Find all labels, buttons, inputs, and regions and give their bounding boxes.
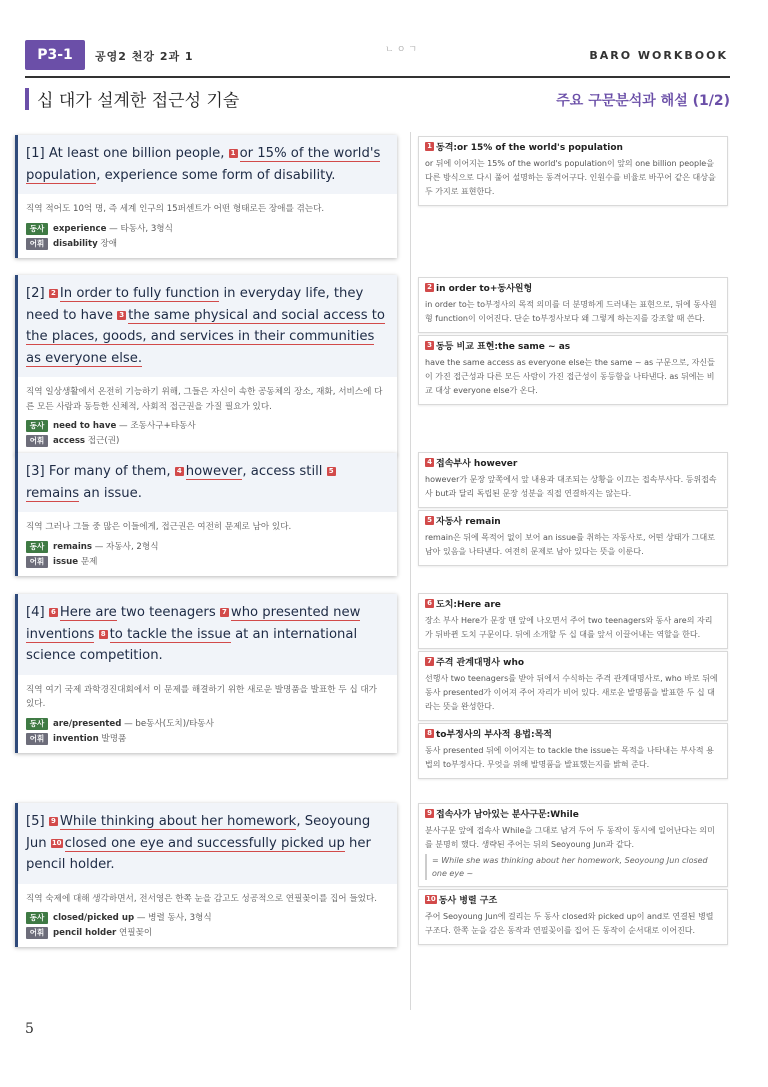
vocab-word: disability — [53, 238, 98, 249]
note-marker: 6 — [49, 608, 58, 617]
underlined-phrase: While thinking about her homework — [59, 814, 297, 829]
note-heading — [425, 341, 720, 353]
vocab-desc: — 자동사, 2형식 — [92, 541, 159, 552]
vocab-desc: 연필꽂이 — [116, 928, 153, 938]
vocab-desc: — 병렬 동사, 3형식 — [134, 913, 212, 923]
note-8 — [418, 723, 728, 779]
korean-translation: 직역 일상생활에서 온전히 기능하기 위해, 그들은 자신이 속한 공동체의 장소, 재화, 서비스에 다른 모든 사람과 동등한 신체적, 사회적 접근권을 가질 필요가 있다. — [26, 387, 383, 412]
note-body: 분사구문 앞에 접속사 While을 그대로 남겨 두어 두 동작이 동시에 일어난다는 의미를 분명히 했다. 생략된 주어는 뒤의 Seoyoung Jun과 같다. — [425, 826, 715, 849]
note-marker: 1 — [229, 149, 238, 158]
sentence-text: , Seoyoung Jun — [26, 814, 371, 851]
note-marker: 3 — [117, 311, 126, 320]
korean-translation: 직역 적어도 10억 명, 즉 세계 인구의 15퍼센트가 어떤 형태로든 장애를 겪는다. — [26, 204, 325, 214]
vocab-row — [26, 238, 387, 250]
column-divider — [410, 132, 411, 1010]
page-header — [25, 40, 730, 78]
english-sentence — [18, 275, 397, 377]
tag-badge: 어휘 — [26, 927, 48, 939]
sentence-text: her pencil holder. — [26, 835, 371, 872]
underlined-phrase: Here are — [59, 605, 117, 620]
korean-translation: 직역 여기 국제 과학경진대회에서 이 문제를 해결하기 위한 새로운 발명품을 발표한 두 십 대가 있다. — [26, 684, 377, 709]
note-heading — [425, 657, 720, 669]
underlined-phrase: or 15% of the world's population — [26, 146, 381, 183]
note-marker: 9 — [425, 809, 434, 818]
note-marker: 3 — [425, 341, 434, 350]
note-title: 자동사 remain — [436, 517, 501, 527]
note-marker: 1 — [425, 142, 434, 151]
english-sentence — [18, 803, 397, 884]
vocab-desc: 접근(권) — [85, 436, 120, 446]
note-heading — [425, 142, 720, 154]
section-title: 주요 구문분석과 해설 (1/2) — [556, 93, 730, 109]
tag-badge: 어휘 — [26, 435, 48, 447]
vocab-desc: — 타동사, 3형식 — [106, 223, 173, 234]
sentence-number: [4] — [26, 605, 45, 620]
vocab-row — [26, 912, 387, 924]
sentence-card-1 — [15, 135, 397, 258]
sentence-text: two teenagers — [116, 605, 220, 620]
vocab-desc: 발명품 — [98, 733, 127, 744]
note-9 — [418, 803, 728, 887]
note-marker: 5 — [327, 467, 336, 476]
note-heading — [425, 895, 720, 907]
note-body: 선행사 two teenagers를 받아 뒤에서 수식하는 주격 관계대명사로, who 바로 뒤에 동사 presented가 이어져 주어 자리가 비어 있다. 새로운 발명품을 발표한 두 십 대라는 뜻을 완성한다. — [425, 674, 718, 711]
tag-badge: 동사 — [26, 718, 48, 730]
brand-label: BARO WORKBOOK — [589, 49, 728, 62]
vocab-desc: — be동사(도치)/타동사 — [121, 718, 214, 729]
header-mark: ㄴㅇㄱ — [385, 45, 421, 55]
note-marker: 2 — [425, 283, 434, 292]
sentence-number: [2] — [26, 286, 45, 301]
note-heading — [425, 516, 720, 528]
tag-badge: 어휘 — [26, 238, 48, 250]
note-marker: 9 — [49, 817, 58, 826]
note-marker: 7 — [425, 657, 434, 666]
title-row — [25, 86, 730, 114]
vocab-row — [26, 541, 387, 553]
vocab-word: closed/picked up — [53, 913, 135, 923]
note-body: 주어 Seoyoung Jun에 걸리는 두 동사 closed와 picked up이 and로 연결된 병렬구조다. 한쪽 눈을 감은 동작과 연필꽂이를 집어 든 동작이 순서대로 이어진다. — [425, 912, 714, 935]
vocab-word: invention — [53, 733, 99, 744]
vocab-desc: — 조동사구+타동사 — [116, 421, 196, 431]
tag-badge: 어휘 — [26, 733, 48, 745]
note-title: in order to+동사원형 — [436, 284, 533, 294]
sentence-number: [5] — [26, 814, 45, 829]
vocab-word: access — [53, 436, 86, 446]
vocab-row — [26, 733, 387, 745]
note-4 — [418, 452, 728, 508]
note-marker: 8 — [99, 630, 108, 639]
english-sentence — [18, 594, 397, 675]
sentence-card-5 — [15, 803, 397, 947]
note-marker: 10 — [51, 838, 62, 847]
vocab-word: need to have — [53, 421, 117, 431]
unit-badge: P3-1 — [25, 40, 85, 70]
note-body: have the same access as everyone else는 the same ~ as 구문으로, 자신들이 가진 접근성과 다른 모든 사람이 가진 접근성이 동등함을 나타낸다. as 뒤에는 비교 대상 everyone else가 온다. — [425, 358, 715, 395]
note-heading — [425, 458, 720, 470]
sentence-text: , experience some form of disability. — [96, 167, 336, 183]
note-title: 동격:or 15% of the world's population — [436, 143, 623, 153]
vocab-desc: 장애 — [97, 238, 118, 249]
note-body: however가 문장 앞쪽에서 앞 내용과 대조되는 상황을 이끄는 접속부사다. 등위접속사 but과 달리 독립된 문장 성분을 직접 연결하지는 않는다. — [425, 475, 717, 498]
note-marker: 10 — [426, 895, 436, 903]
note-body: or 뒤에 이어지는 15% of the world's population이 앞의 one billion people을 다른 방식으로 다시 풀어 설명하는 동격어구다. 인원수를 비율로 바꾸어 같은 대상을 두 가지로 표현한다. — [425, 159, 716, 196]
note-marker: 4 — [425, 458, 434, 467]
underlined-phrase: who presented new inventions — [26, 605, 361, 642]
sentence-text: At least one billion people, — [48, 146, 229, 161]
sentence-text: For many of them, — [48, 464, 175, 479]
tag-badge: 동사 — [26, 541, 48, 553]
note-7 — [418, 651, 728, 721]
lesson-label: 공영2 천강 2과 1 — [95, 50, 194, 63]
english-sentence — [18, 135, 397, 194]
note-2 — [418, 277, 728, 333]
underlined-phrase: In order to fully function — [59, 286, 220, 301]
note-heading — [425, 729, 720, 741]
vocab-row — [26, 556, 387, 568]
korean-translation: 직역 그러나 그들 중 많은 이들에게, 접근권은 여전히 문제로 남아 있다. — [26, 522, 292, 532]
underlined-phrase: the same physical and social access to the places, goods, and services in their communities as everyone else. — [26, 307, 385, 366]
underlined-phrase: however — [185, 464, 243, 479]
note-3 — [418, 335, 728, 405]
tag-badge: 동사 — [26, 420, 48, 432]
tag-badge: 동사 — [26, 912, 48, 924]
vocab-word: are/presented — [53, 718, 122, 729]
note-heading — [425, 599, 720, 611]
sentence-text: an issue. — [79, 485, 142, 501]
korean-translation: 직역 숙제에 대해 생각하면서, 전서영은 한쪽 눈을 감고도 성공적으로 연필꽂이를 집어 들었다. — [26, 893, 377, 904]
tag-badge: 동사 — [26, 223, 48, 235]
note-heading — [425, 283, 720, 295]
note-title: 동등 비교 표현:the same ~ as — [436, 342, 571, 352]
note-example: = While she was thinking about her homework, Seoyoung Jun closed one eye ~ — [425, 854, 720, 880]
vocab-word: pencil holder — [53, 928, 117, 938]
note-body: in order to는 to부정사의 목적 의미를 더 분명하게 드러내는 표현으로, 뒤에 동사원형 function이 이어진다. 단순 to부정사보다 왜 그렇게 하는지를 강조할 때 쓴다. — [425, 300, 717, 323]
vocab-row — [26, 927, 387, 939]
note-1 — [418, 136, 728, 206]
note-6 — [418, 593, 728, 649]
vocab-row — [26, 435, 387, 447]
note-marker: 8 — [425, 729, 434, 738]
underlined-phrase: to tackle the issue — [109, 626, 231, 642]
vocab-word: issue — [53, 556, 79, 567]
note-marker: 7 — [220, 608, 229, 617]
underlined-phrase: remains — [26, 485, 80, 501]
vocab-row — [26, 718, 387, 730]
sentence-text: , access still — [242, 464, 327, 479]
note-title: 접속부사 however — [436, 459, 518, 469]
sentence-text: at an international science competition. — [26, 626, 358, 663]
sentence-text: in everyday life, they need to have — [26, 286, 364, 323]
page-number: 5 — [25, 1021, 34, 1037]
vocab-row — [26, 223, 387, 235]
note-body: remain은 뒤에 목적어 없이 보어 an issue를 취하는 자동사로, 어떤 상태가 그대로 남아 있음을 나타낸다. 여전히 문제로 남아 있다는 뜻을 이룬다. — [425, 533, 715, 556]
sentence-card-3 — [15, 453, 397, 576]
vocab-word: remains — [53, 541, 92, 552]
tag-badge: 어휘 — [26, 556, 48, 568]
vocab-desc: 문제 — [78, 556, 98, 567]
note-title: 동사 병렬 구조 — [438, 896, 498, 906]
vocab-row — [26, 420, 387, 432]
note-body: 장소 부사 Here가 문장 맨 앞에 나오면서 주어 two teenagers와 동사 are의 자리가 뒤바뀐 도치 구문이다. 뒤에 소개할 두 십 대를 앞서 이끌어내는 역할을 한다. — [425, 616, 713, 639]
note-marker: 4 — [175, 467, 184, 476]
note-body: 동사 presented 뒤에 이어지는 to tackle the issue는 목적을 나타내는 부사적 용법의 to부정사다. 무엇을 위해 발명품을 발표했는지를 밝혀 준다. — [425, 746, 714, 769]
underlined-phrase: closed one eye and successfully picked up — [64, 835, 345, 851]
note-title: 주격 관계대명사 who — [436, 658, 525, 668]
page-title: 십 대가 설계한 접근성 기술 — [37, 91, 240, 111]
sentence-card-2 — [15, 275, 397, 455]
note-10 — [418, 889, 728, 945]
vocab-word: experience — [53, 223, 107, 234]
note-marker: 6 — [425, 599, 434, 608]
title-accent-bar — [25, 88, 29, 110]
note-title: 접속사가 남아있는 분사구문:While — [436, 810, 579, 820]
note-heading — [425, 809, 720, 821]
note-marker: 2 — [49, 289, 58, 298]
note-title: to부정사의 부사적 용법:목적 — [436, 730, 552, 740]
note-marker: 5 — [425, 516, 434, 525]
sentence-card-4 — [15, 594, 397, 753]
english-sentence — [18, 453, 397, 512]
note-title: 도치:Here are — [436, 600, 501, 610]
sentence-number: [1] — [26, 146, 45, 161]
sentence-number: [3] — [26, 464, 45, 479]
note-5 — [418, 510, 728, 566]
